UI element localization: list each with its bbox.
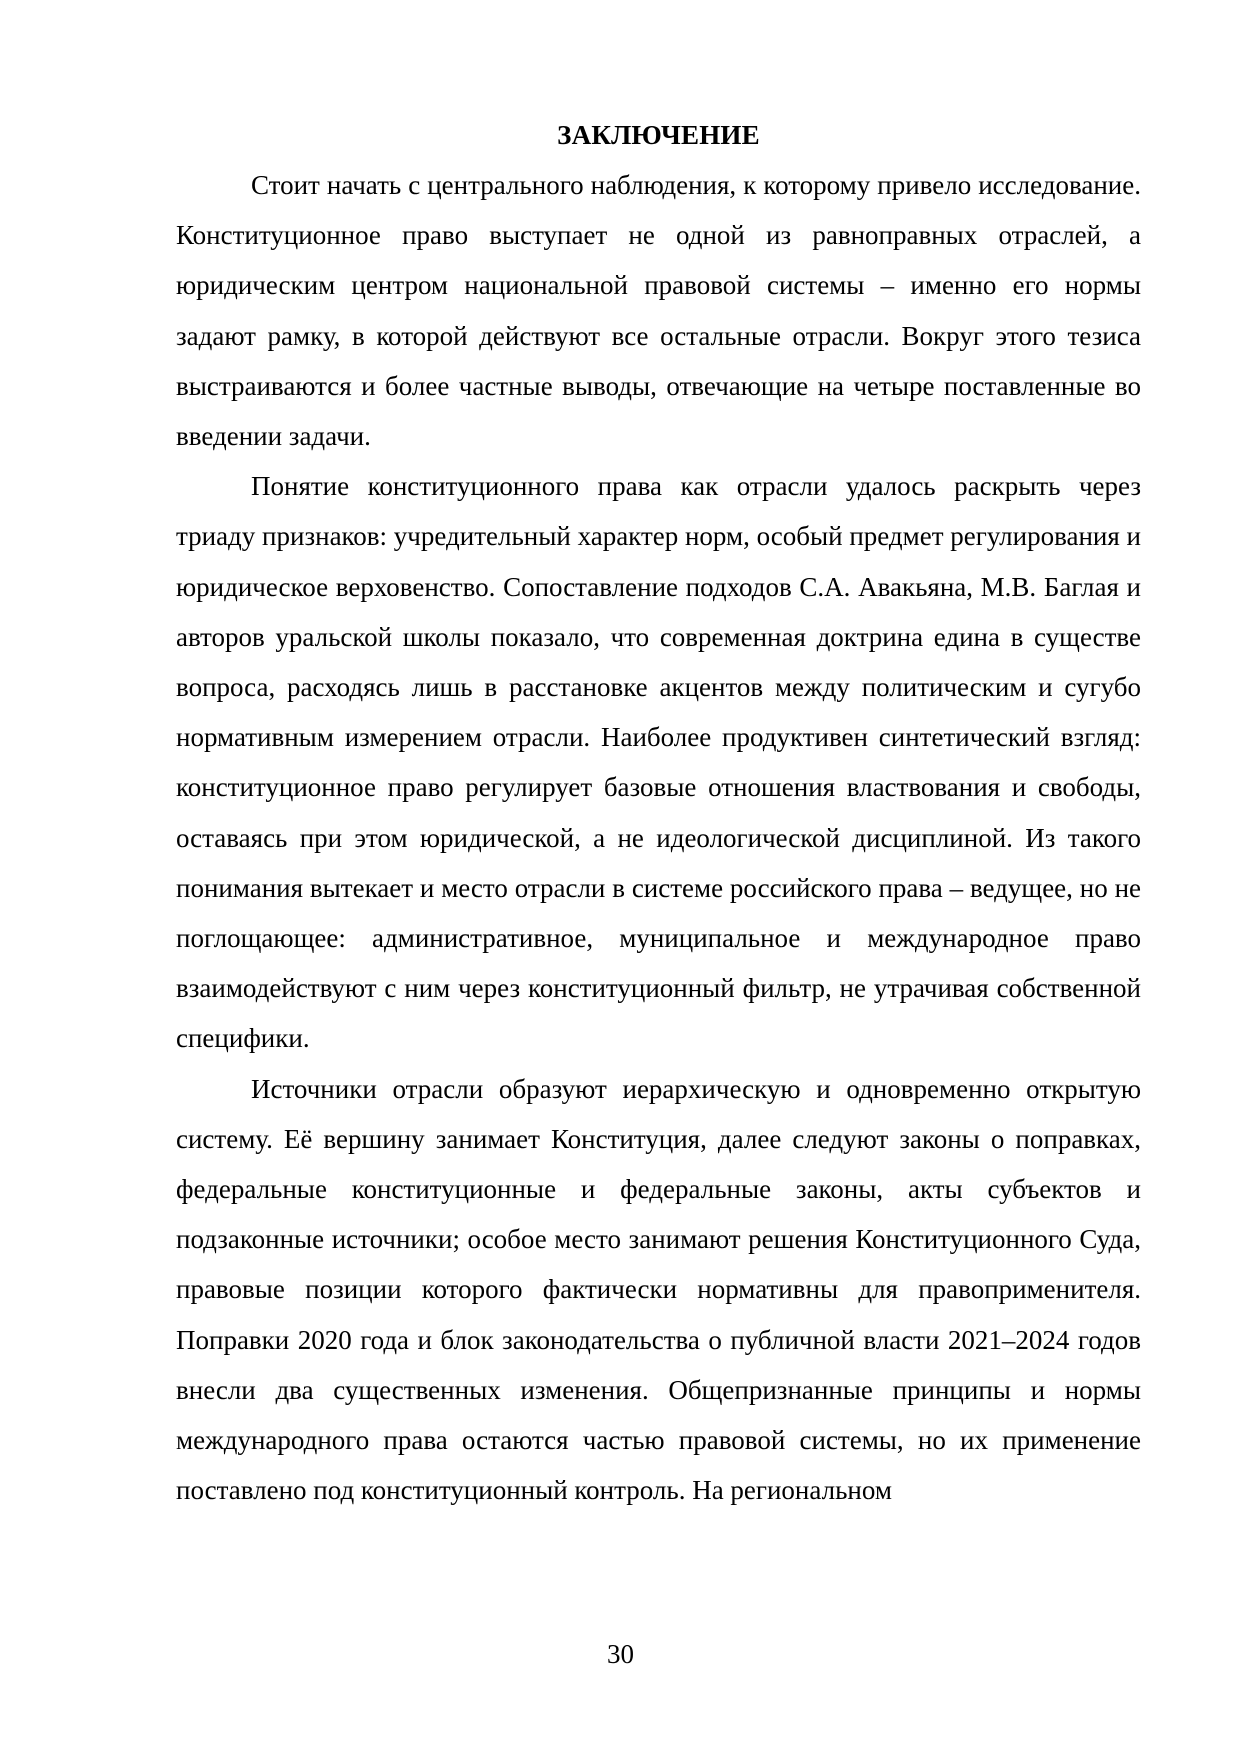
section-heading: ЗАКЛЮЧЕНИЕ [557,120,760,150]
paragraph-3: Источники отрасли образуют иерархическую и одновременно открытую систему. Её вершину занимает Конституция, далее следуют законы о поправках, федеральные конституционные и федеральные законы, акты субъектов и подзаконные источники; особое место занимают решения Конституционного Суда, правовые позиции которого фактически нормативны для правоприменителя. Поправки 2020 года и блок законодательства о публичной власти 2021–2024 годов внесли два существенных изменения. Общепризнанные принципы и нормы международного права остаются частью правовой системы, но их применение поставлено под конституционный контроль. На региональном [176,1073,1141,1506]
paragraph-1: Стоит начать с центрального наблюдения, к которому привело исследование. Конституционное право выступает не одной из равноправных отраслей, а юридическим центром национальной правовой системы – именно его нормы задают рамку, в которой действуют все остальные отрасли. Вокруг этого тезиса выстраиваются и более частные выводы, отвечающие на четыре поставленные во введении задачи. [176,170,1141,452]
body-text [176,160,1141,1515]
page-number: 30 [607,1639,634,1669]
paragraph-2: Понятие конституционного права как отрасли удалось раскрыть через триаду признаков: учредительный характер норм, особый предмет регулирования и юридическое верховенство. Сопоставление подходов С.А. Авакьяна, М.В. Баглая и авторов уральской школы показало, что современная доктрина едина в существе вопроса, расходясь лишь в расстановке акцентов между политическим и сугубо нормативным измерением отрасли. Наиболее продуктивен синтетический взгляд: конституционное право регулирует базовые отношения властвования и свободы, оставаясь при этом юридической, а не идеологической дисциплиной. Из такого понимания вытекает и место отрасли в системе российского права – ведущее, но не поглощающее: административное, муниципальное и международное право взаимодействуют с ним через конституционный фильтр, не утрачивая собственной специфики. [176,471,1141,1054]
